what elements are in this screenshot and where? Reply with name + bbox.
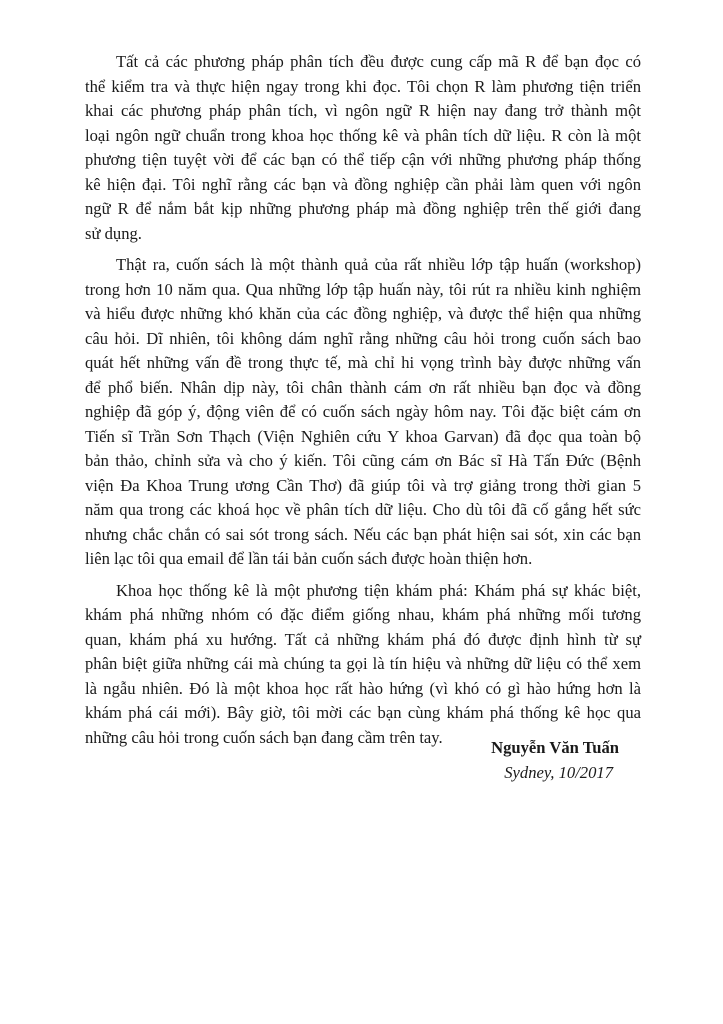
text-line: quan, khám phá xu hướng. Tất cả những khám phá đó được định hình từ sự — [85, 629, 641, 649]
text-line: phân biệt giữa những cái mà chúng ta gọi là tín hiệu và những dữ liệu có thể xem — [85, 654, 641, 673]
text-line: khám phá cái mới). Bây giờ, tôi mời các bạn cùng khám phá thống kê học qua — [85, 703, 641, 722]
text-line: quát hết những vấn đề trong thực tế, mà chỉ hi vọng trình bày được những vấn — [85, 353, 641, 372]
text-line: nghiệp đã góp ý, động viên để có cuốn sách ngày hôm nay. Tôi đặc biệt cám ơn — [85, 402, 641, 421]
text-line: là ngẫu nhiên. Đó là một khoa học rất hào hứng (vì khó có gì hào hứng hơn là — [85, 678, 641, 698]
text-line: khai các phương pháp phân tích, vì ngôn ngữ R hiện nay đang trở thành một — [85, 101, 641, 120]
text-line: khám phá những nhóm có đặc điểm giống nhau, khám phá những mối tương — [85, 605, 641, 624]
author-name: Nguyễn Văn Tuấn — [491, 738, 619, 757]
text-line: ngữ R để nắm bắt kịp những phương pháp mà đồng nghiệp trên thế giới đang — [85, 199, 641, 218]
text-line: năm qua trong các khoá học về phân tích dữ liệu. Cho dù tôi đã cố gắng hết sức — [85, 500, 641, 519]
paragraph — [85, 253, 641, 572]
text-line: phương tiện tuyệt vời để các bạn có thể tiếp cận với những phương pháp thống — [85, 150, 641, 169]
text-line: bản thảo, chỉnh sửa và cho ý kiến. Tôi cũng cám ơn Bác sĩ Hà Tấn Đức (Bệnh — [85, 451, 641, 470]
text-line: trong hơn 10 năm qua. Qua những lớp tập huấn này, tôi rút ra nhiều kinh nghiệm — [85, 279, 641, 299]
paragraph — [85, 50, 641, 246]
text-line: viện Đa Khoa Trung ương Cần Thơ) đã giúp tôi và trợ giảng trong thời gian 5 — [85, 475, 641, 495]
text-line: câu hỏi. Dĩ nhiên, tôi không dám nghĩ rằng những câu hỏi trong cuốn sách bao — [85, 328, 641, 348]
text-line: để phổ biến. Nhân dịp này, tôi chân thành cám ơn rất nhiều bạn đọc và đồng — [85, 377, 641, 397]
text-line: Tất cả các phương pháp phân tích đều được cung cấp mã R để bạn đọc có — [116, 52, 641, 71]
place-date: Sydney, 10/2017 — [504, 763, 613, 782]
text-line: thể kiểm tra và thực hiện ngay trong khi đọc. Tôi chọn R làm phương tiện triển — [85, 76, 641, 96]
text-line: những câu hỏi trong cuốn sách bạn đang cầm trên tay. — [85, 727, 443, 747]
text-line: nhưng chắc chắn có sai sót trong sách. Nếu các bạn phát hiện sai sót, xin các bạn — [85, 524, 641, 544]
preface-body — [85, 50, 641, 757]
signature-block — [491, 735, 619, 785]
text-line: sử dụng. — [85, 223, 142, 243]
text-line: liên lạc tôi qua email để lần tái bản cuốn sách được hoàn thiện hơn. — [85, 549, 533, 568]
text-line: loại ngôn ngữ chuẩn trong khoa học thống kê và phân tích dữ liệu. R còn là một — [85, 125, 641, 145]
text-line: Thật ra, cuốn sách là một thành quả của rất nhiều lớp tập huấn (workshop) — [116, 255, 641, 274]
text-line: Khoa học thống kê là một phương tiện khám phá: Khám phá sự khác biệt, — [116, 580, 641, 600]
text-line: Tiến sĩ Trần Sơn Thạch (Viện Nghiên cứu Y khoa Garvan) đã đọc qua toàn bộ — [85, 426, 641, 446]
text-line: và hiểu được những khó khăn của các đồng nghiệp, và được thể hiện qua những — [85, 304, 641, 323]
text-line: kê hiện đại. Tôi nghĩ rằng các bạn và đồng nghiệp cần phải làm quen với ngôn — [85, 174, 641, 194]
paragraph — [85, 579, 641, 751]
